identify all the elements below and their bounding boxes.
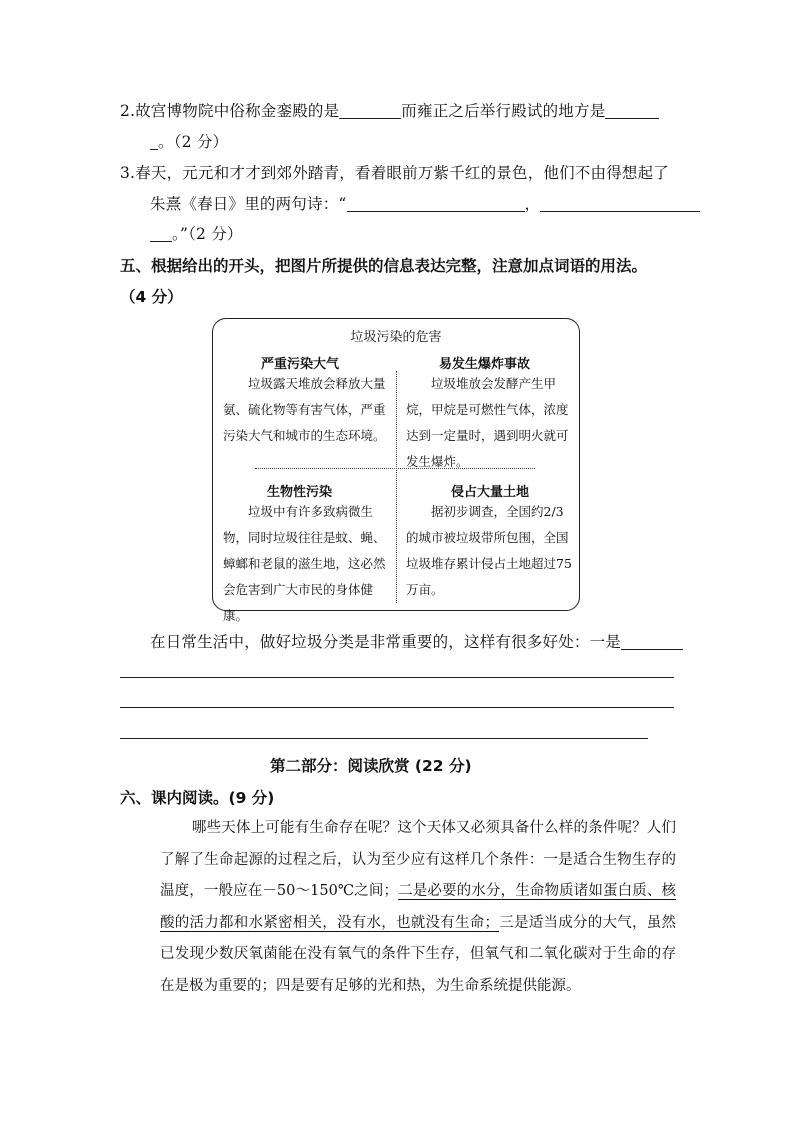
part2-title: 第二部分：阅读欣赏 (22 分)	[270, 757, 472, 775]
cell-body-air: 垃圾露天堆放会释放大量氨、硫化物等有害气体，严重污染大气和城市的生态环境。	[223, 376, 386, 443]
q2-blank-2[interactable]	[605, 102, 659, 119]
cell-heading-explosion: 易发生爆炸事故	[439, 357, 531, 372]
q3-line3	[150, 222, 243, 244]
answer-line-1[interactable]	[120, 677, 674, 678]
q3-blank-2[interactable]	[540, 195, 700, 212]
q2-points: 。（2 分）	[158, 133, 229, 151]
cell-body-land: 据初步调查，全国约2/3的城市被垃圾带所包围，全国垃圾堆存累计侵占土地超过75万亩。	[406, 504, 572, 597]
q2-line1	[120, 99, 659, 121]
q2-blank-1[interactable]	[339, 102, 401, 119]
q3-comma: ，	[524, 195, 541, 213]
q3-points: 。”（2 分）	[172, 225, 243, 243]
section5-points: （4 分）	[120, 288, 183, 306]
q2-line2	[150, 130, 228, 152]
cell-heading-air: 严重污染大气	[261, 357, 340, 372]
reading-passage	[160, 813, 676, 1002]
pollution-infobox	[212, 318, 580, 623]
cell-heading-land: 侵占大量土地	[451, 485, 530, 500]
section5-heading: 五、根据给出的开头，把图片所提供的信息表达完整，注意加点词语的用法。	[120, 257, 648, 275]
cell-body-biological: 垃圾中有许多致病微生物，同时垃圾往往是蚊、蝇、蟑螂和老鼠的滋生地，这必然会危害到广大市民的身体健康。	[223, 504, 386, 623]
infobox-title: 垃圾污染的危害	[350, 330, 442, 345]
q3-text-a: 朱熹《春日》里的两句诗：“	[150, 195, 347, 213]
q3-blank-2-cont[interactable]	[150, 225, 172, 242]
q3-line1: 3.春天，元元和才才到郊外踏青，看着眼前万紫千红的景色，他们不由得想起了	[120, 164, 669, 182]
cell-heading-biological: 生物性污染	[267, 485, 333, 500]
q3-line2	[150, 192, 700, 214]
prompt-line	[150, 630, 683, 652]
vertical-divider	[396, 371, 397, 603]
passage-underlined: 二是必要的水分，生命物质诸如蛋白质、核酸的活力都和水紧密相关，没有水，也就没有生命；	[160, 883, 676, 931]
cell-body-explosion: 垃圾堆放会发酵产生甲烷，甲烷是可燃性气体，浓度达到一定量时，遇到明火就可发生爆炸。	[406, 376, 569, 469]
prompt-text: 在日常生活中，做好垃圾分类是非常重要的，这样有很多好处：一是	[150, 633, 622, 651]
answer-line-2[interactable]	[120, 707, 674, 708]
section6-heading: 六、课内阅读。(9 分)	[120, 789, 275, 807]
passage-part-1: 哪些天体上可能有生命存在呢？这个天体又必须具备什么样的条件呢？人们了解了生命起源的过程之后，认为至少应有这样几个条件：一是适合生物生存的温度，一般应在－50～150℃之间；	[160, 820, 676, 899]
answer-line-3[interactable]	[120, 738, 648, 739]
q2-text-b: 而雍正之后举行殿试的地方是	[401, 102, 606, 120]
prompt-blank[interactable]	[621, 633, 683, 650]
q2-blank-2-cont[interactable]	[150, 133, 158, 150]
q2-text-a: 2.故宫博物院中俗称金銮殿的是	[120, 102, 340, 120]
passage-part-3: 三是适当成分的大气，虽然已发现少数厌氧菌能在没有氧气的条件下生存，但氧气和二氧化碳对于生命的存在是极为重要的；四是要有足够的光和热，为生命系统提供能源。	[160, 914, 676, 994]
q3-blank-1[interactable]	[347, 195, 525, 212]
